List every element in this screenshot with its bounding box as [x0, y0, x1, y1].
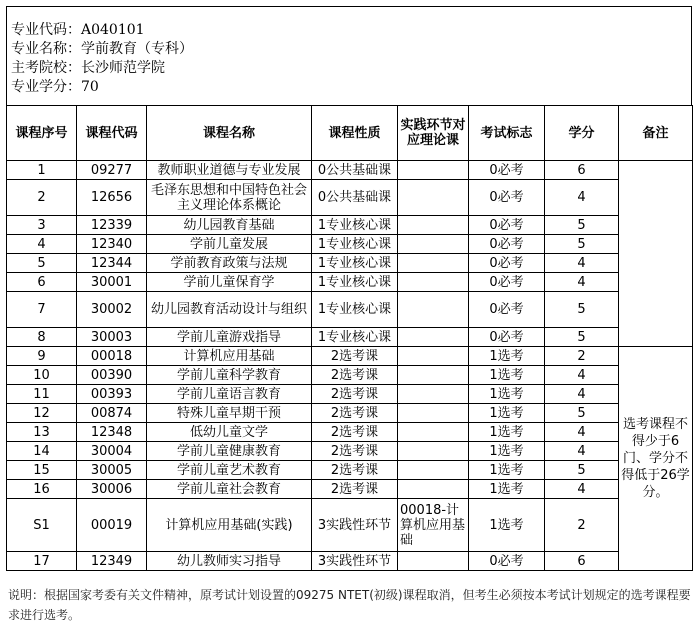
course-theory [398, 180, 469, 216]
major-name: 专业名称：学前教育（专科） [11, 41, 193, 57]
course-nature: 3实践性环节 [312, 499, 398, 552]
course-seq: 3 [7, 216, 77, 235]
course-credit: 5 [545, 404, 619, 423]
course-seq: 11 [7, 385, 77, 404]
table-row [7, 442, 693, 461]
course-code: 30002 [77, 292, 147, 328]
course-exam: 0必考 [469, 292, 545, 328]
elective-note: 选考课程不得少于6门、学分不得低于26学分。 [619, 347, 693, 571]
course-theory [398, 442, 469, 461]
table-row [7, 328, 693, 347]
course-exam: 1选考 [469, 499, 545, 552]
course-credit: 6 [545, 552, 619, 571]
course-theory [398, 235, 469, 254]
course-seq: 16 [7, 480, 77, 499]
course-name: 学前儿童发展 [147, 235, 312, 254]
major-credits: 专业学分：70 [11, 79, 99, 95]
course-exam: 1选考 [469, 480, 545, 499]
course-theory [398, 385, 469, 404]
table-row [7, 423, 693, 442]
course-nature: 2选考课 [312, 385, 398, 404]
course-seq: 7 [7, 292, 77, 328]
course-seq: 5 [7, 254, 77, 273]
course-name: 学前教育政策与法规 [147, 254, 312, 273]
table-row [7, 366, 693, 385]
course-seq: 2 [7, 180, 77, 216]
course-nature: 2选考课 [312, 366, 398, 385]
course-theory [398, 404, 469, 423]
course-name: 计算机应用基础(实践) [147, 499, 312, 552]
course-code: 12348 [77, 423, 147, 442]
course-code: 30004 [77, 442, 147, 461]
course-nature: 2选考课 [312, 347, 398, 366]
course-code: 00018 [77, 347, 147, 366]
course-credit: 5 [545, 235, 619, 254]
course-credit: 4 [545, 442, 619, 461]
course-exam: 0必考 [469, 254, 545, 273]
course-nature: 2选考课 [312, 423, 398, 442]
course-code: 30006 [77, 480, 147, 499]
course-credit: 4 [545, 273, 619, 292]
course-credit: 4 [545, 180, 619, 216]
table-row [7, 180, 693, 216]
course-nature: 1专业核心课 [312, 328, 398, 347]
course-theory [398, 328, 469, 347]
course-code: 00019 [77, 499, 147, 552]
course-seq: S1 [7, 499, 77, 552]
course-credit: 5 [545, 292, 619, 328]
course-name: 幼儿园教育活动设计与组织 [147, 292, 312, 328]
course-theory [398, 552, 469, 571]
course-name: 学前儿童科学教育 [147, 366, 312, 385]
course-exam: 1选考 [469, 366, 545, 385]
course-theory [398, 366, 469, 385]
course-code: 12344 [77, 254, 147, 273]
course-credit: 4 [545, 385, 619, 404]
table-row [7, 235, 693, 254]
course-theory [398, 273, 469, 292]
header-note: 备注 [619, 106, 693, 161]
course-theory [398, 216, 469, 235]
table-row [7, 404, 693, 423]
course-code: 00874 [77, 404, 147, 423]
course-name: 学前儿童语言教育 [147, 385, 312, 404]
course-name: 低幼儿童文学 [147, 423, 312, 442]
course-exam: 0必考 [469, 273, 545, 292]
table-row [7, 499, 693, 552]
course-theory: 00018-计算机应用基础 [398, 499, 469, 552]
course-seq: 15 [7, 461, 77, 480]
course-exam: 0必考 [469, 235, 545, 254]
course-theory [398, 347, 469, 366]
course-exam: 1选考 [469, 385, 545, 404]
course-name: 学前儿童保育学 [147, 273, 312, 292]
course-theory [398, 292, 469, 328]
course-nature: 2选考课 [312, 461, 398, 480]
header-credit: 学分 [545, 106, 619, 161]
table-row [7, 216, 693, 235]
course-seq: 14 [7, 442, 77, 461]
table-row [7, 385, 693, 404]
course-exam: 1选考 [469, 423, 545, 442]
course-name: 幼儿教师实习指导 [147, 552, 312, 571]
course-code: 30005 [77, 461, 147, 480]
course-code: 12656 [77, 180, 147, 216]
note-empty [619, 161, 693, 347]
course-name: 学前儿童游戏指导 [147, 328, 312, 347]
course-credit: 6 [545, 161, 619, 180]
major-code: 专业代码：A040101 [11, 22, 145, 38]
course-code: 00393 [77, 385, 147, 404]
course-seq: 17 [7, 552, 77, 571]
table-row [7, 254, 693, 273]
header-code: 课程代码 [77, 106, 147, 161]
course-credit: 2 [545, 347, 619, 366]
course-nature: 0公共基础课 [312, 180, 398, 216]
plan-sheet [6, 6, 692, 571]
course-theory [398, 161, 469, 180]
header-nature: 课程性质 [312, 106, 398, 161]
course-nature: 1专业核心课 [312, 273, 398, 292]
course-theory [398, 461, 469, 480]
course-code: 12340 [77, 235, 147, 254]
course-code: 09277 [77, 161, 147, 180]
course-nature: 1专业核心课 [312, 216, 398, 235]
header-row [7, 106, 693, 161]
course-seq: 6 [7, 273, 77, 292]
course-nature: 1专业核心课 [312, 235, 398, 254]
course-seq: 9 [7, 347, 77, 366]
course-exam: 1选考 [469, 461, 545, 480]
course-nature: 1专业核心课 [312, 254, 398, 273]
course-exam: 0必考 [469, 180, 545, 216]
course-name: 特殊儿童早期干预 [147, 404, 312, 423]
course-seq: 4 [7, 235, 77, 254]
header-exam: 考试标志 [469, 106, 545, 161]
header-theory: 实践环节对应理论课 [398, 106, 469, 161]
course-credit: 5 [545, 461, 619, 480]
course-theory [398, 480, 469, 499]
course-code: 12349 [77, 552, 147, 571]
course-exam: 1选考 [469, 404, 545, 423]
course-exam: 1选考 [469, 442, 545, 461]
course-nature: 3实践性环节 [312, 552, 398, 571]
table-row [7, 461, 693, 480]
course-code: 12339 [77, 216, 147, 235]
course-nature: 1专业核心课 [312, 292, 398, 328]
course-credit: 4 [545, 423, 619, 442]
table-row [7, 552, 693, 571]
course-name: 毛泽东思想和中国特色社会主义理论体系概论 [147, 180, 312, 216]
course-exam: 0必考 [469, 552, 545, 571]
course-theory [398, 423, 469, 442]
major-info [6, 6, 692, 105]
course-credit: 4 [545, 254, 619, 273]
table-row [7, 347, 693, 366]
course-code: 30003 [77, 328, 147, 347]
course-exam: 0必考 [469, 161, 545, 180]
course-seq: 1 [7, 161, 77, 180]
course-credit: 2 [545, 499, 619, 552]
course-exam: 1选考 [469, 347, 545, 366]
table-row [7, 273, 693, 292]
course-exam: 0必考 [469, 216, 545, 235]
course-name: 学前儿童社会教育 [147, 480, 312, 499]
course-seq: 13 [7, 423, 77, 442]
table-row [7, 292, 693, 328]
course-code: 30001 [77, 273, 147, 292]
course-theory [398, 254, 469, 273]
header-name: 课程名称 [147, 106, 312, 161]
course-credit: 4 [545, 366, 619, 385]
course-seq: 12 [7, 404, 77, 423]
table-row [7, 480, 693, 499]
course-nature: 2选考课 [312, 404, 398, 423]
course-table [6, 105, 693, 571]
course-name: 学前儿童艺术教育 [147, 461, 312, 480]
course-credit: 5 [545, 216, 619, 235]
exam-school: 主考院校：长沙师范学院 [11, 60, 165, 76]
header-seq: 课程序号 [7, 106, 77, 161]
course-exam: 0必考 [469, 328, 545, 347]
course-name: 幼儿园教育基础 [147, 216, 312, 235]
course-nature: 0公共基础课 [312, 161, 398, 180]
course-name: 学前儿童健康教育 [147, 442, 312, 461]
course-name: 计算机应用基础 [147, 347, 312, 366]
course-name: 教师职业道德与专业发展 [147, 161, 312, 180]
course-seq: 10 [7, 366, 77, 385]
course-nature: 2选考课 [312, 480, 398, 499]
footer-note: 说明：根据国家考委有关文件精神，原考试计划设置的09275 NTET(初级)课程取消，但考生必须按本考试计划规定的选考课程要求进行选考。 [8, 588, 691, 622]
course-code: 00390 [77, 366, 147, 385]
table-row [7, 161, 693, 180]
course-credit: 4 [545, 480, 619, 499]
course-credit: 5 [545, 328, 619, 347]
course-seq: 8 [7, 328, 77, 347]
course-nature: 2选考课 [312, 442, 398, 461]
